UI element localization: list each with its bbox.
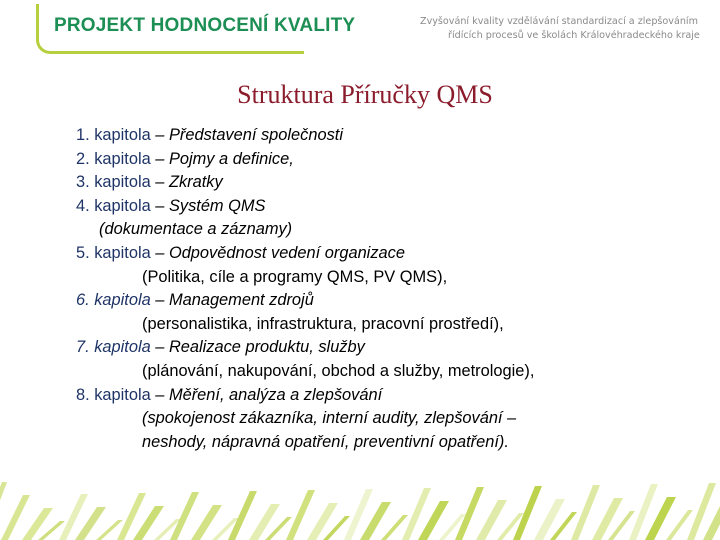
tagline-line-2: řídících procesů ve školách Královéhradeckého kraje [448,30,700,41]
decorative-stripe [75,507,106,540]
chapter-text: – Systém QMS [150,196,266,215]
decorative-stripe [513,486,542,540]
chapter-subtext: (Politika, cíle a programy QMS, PV QMS), [142,267,448,286]
decorative-stripe [534,499,565,540]
decorative-stripe [228,491,257,540]
chapter-text: – Management zdrojů [150,291,314,310]
decorative-stripe [170,492,199,540]
chapter-item-1 [76,124,706,148]
decorative-stripe [1,495,30,540]
decorative-stripes [0,452,720,540]
chapter-list [76,124,706,454]
decorative-stripe [286,490,315,540]
chapter-text: – Pojmy a definice, [150,149,294,168]
decorative-stripe [455,487,484,540]
chapter-text: – Zkratky [150,173,223,192]
chapter-item-8 [76,384,706,408]
header-tagline [420,15,700,43]
slide-title: Struktura Příručky QMS [237,80,493,109]
chapter-item-3 [76,171,706,195]
decorative-stripe [249,504,280,540]
chapter-subtext: (plánování, nakupování, obchod a služby, metrologie), [142,361,535,380]
chapter-text: – Představení společnosti [150,126,343,144]
chapter-item-2 [76,148,706,172]
chapter-text: – Měření, analýza a zlepšování [150,385,383,404]
chapter-number: 1. kapitola [76,126,151,144]
chapter-subtext: (dokumentace a záznamy) [99,220,293,239]
chapter-number: 2. kapitola [76,149,151,168]
chapter-number: 7. kapitola [76,338,151,357]
chapter-number: 4. kapitola [76,196,151,215]
chapter-text: – Realizace produktu, služby [150,338,365,357]
chapter-item-5 [76,242,706,266]
chapter-number: 8. kapitola [76,385,151,404]
header-band [0,0,720,62]
tagline-line-1: Zvyšování kvality vzdělávání standardizací a zlepšováním [420,16,698,27]
chapter-item-4 [76,195,706,219]
project-logo-text: PROJEKT HODNOCENÍ KVALITY [54,15,356,36]
chapter-subtext: (personalistika, infrastruktura, pracovní prostředí), [142,314,504,333]
decorative-stripe [307,503,338,540]
chapter-number: 6. kapitola [76,291,151,310]
chapter-text: – Odpovědnost vedení organizace [150,243,405,262]
chapter-number: 3. kapitola [76,173,151,192]
decorative-stripe [592,498,623,540]
chapter-item-6 [76,289,706,313]
chapter-item-7 [76,336,706,360]
chapter-subtext: (spokojenost zákazníka, interní audity, zlepšování – [142,409,517,428]
chapter-subtext: neshody, nápravná opatření, preventivní opatření). [142,432,509,451]
chapter-number: 5. kapitola [76,243,151,262]
